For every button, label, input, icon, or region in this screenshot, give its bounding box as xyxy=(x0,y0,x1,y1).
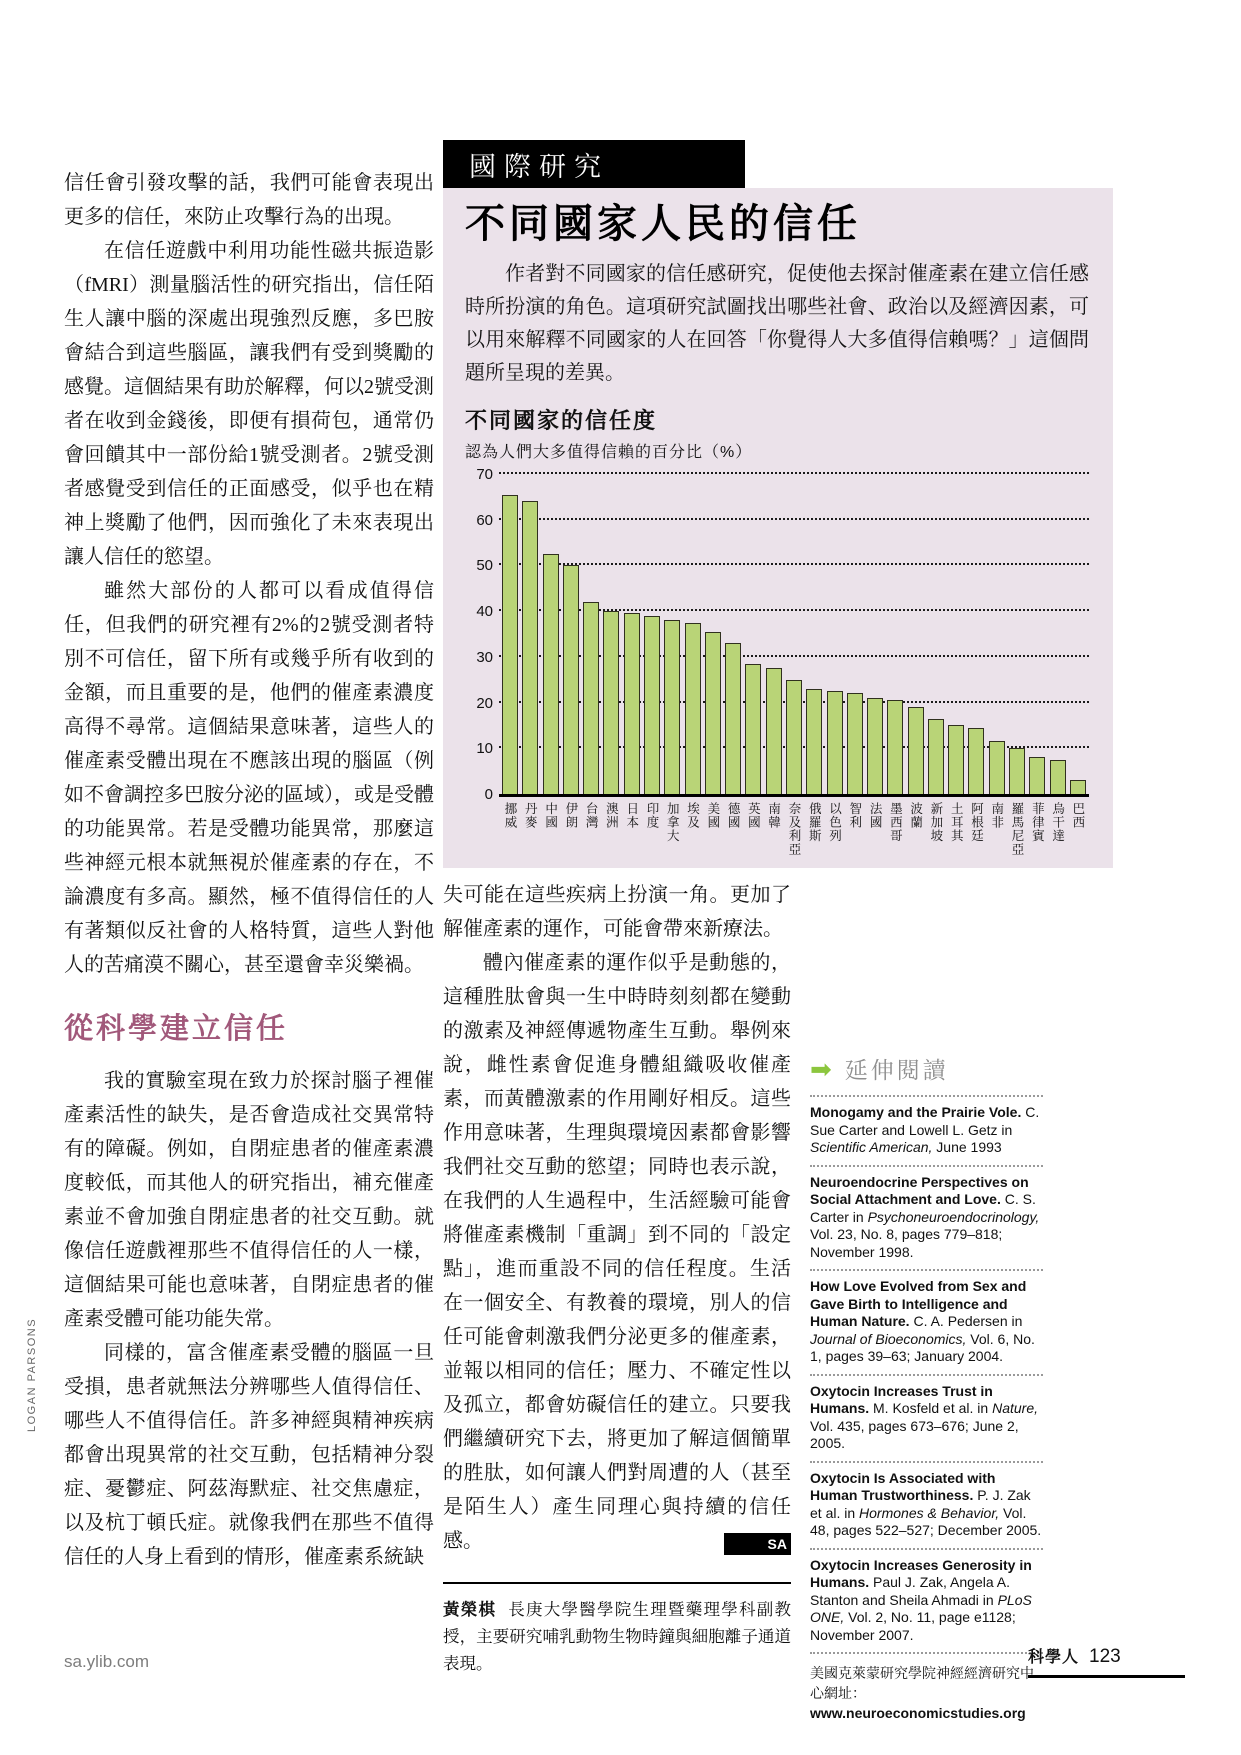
reference-journal: Journal of Bioeconomics, xyxy=(810,1330,967,1347)
x-tick-label: 日本 xyxy=(624,802,639,829)
chart-y-axis xyxy=(465,466,499,803)
x-tick-slot xyxy=(989,802,1005,882)
chart-bar xyxy=(522,501,538,794)
paragraph-text: 體內催產素的運作似乎是動態的，這種胜肽會與一生中時時刻刻都在變動的激素及神經傳遞物產生互動。舉例來說，雌性素會促進身體組織吸收催產素，而黃體激素的作用剛好相反。這些作用意味著，生理與環境因素都會影響我們社交互動的慾望；同時也表示說，在我們的人生過程中，生活經驗可能會將催產素機制「重調」到不同的「設定點」，進而重設不同的信任程度。生活在一個安全、有教養的環境，別人的信任可能會刺激我們分泌更多的催產素，並報以相同的信任；壓力、不確定性以及孤立，都會妨礙信任的建立。只要我們繼續研究下去，將更加了解這個簡單的胜肽，如何讓人們對周遭的人（甚至是陌生人）產生同理心與持續的信任感。 xyxy=(443,952,791,1552)
chart-plot xyxy=(499,474,1089,797)
body-paragraph: 在信任遊戲中利用功能性磁共振造影（fMRI）測量腦活性的研究指出，信任陌生人讓中腦的深處出現強烈反應，多巴胺會結合到這些腦區，讓我們有受到獎勵的感覺。這個結果有助於解釋，何以2號受測者在收到金錢後，即便有損荷包，通常仍會回饋其中一部份給1號受測者。2號受測者感覺受到信任的正面感受，似乎也在精神上獎勵了他們，因而強化了未來表現出讓人信任的慾望。 xyxy=(64,240,434,568)
chart-bar xyxy=(766,668,782,794)
bar-chart xyxy=(465,466,1089,882)
x-tick-label: 加拿大 xyxy=(665,802,680,843)
chart-bar xyxy=(624,613,640,794)
author-bio xyxy=(443,1596,791,1677)
reference-item xyxy=(810,1550,1043,1655)
reference-journal: Hormones & Behavior, xyxy=(859,1504,1000,1521)
x-tick-label: 丹麥 xyxy=(523,802,538,829)
reference-authors: C. A. Pedersen in xyxy=(913,1313,1023,1329)
x-tick-slot xyxy=(1070,802,1086,882)
chart-bar xyxy=(887,700,903,794)
reference-title: How Love Evolved from Sex and Gave Birth to Intelligence and Human Nature. xyxy=(810,1278,1027,1329)
website-url: www.neuroeconomicstudies.org xyxy=(810,1705,1026,1721)
reference-details: Vol. 2, No. 11, page e1128; November 2007. xyxy=(810,1609,1016,1643)
y-tick-label: 40 xyxy=(476,603,493,621)
end-of-article-mark: SA xyxy=(724,1533,791,1555)
x-tick-slot xyxy=(948,802,964,882)
reference-item xyxy=(810,1097,1043,1167)
x-tick-label: 奈及利亞 xyxy=(786,802,801,856)
chart-bar xyxy=(502,495,518,794)
arrow-icon: ➡ xyxy=(810,1053,835,1084)
x-tick-slot xyxy=(745,802,761,882)
footer-website: sa.ylib.com xyxy=(64,1652,150,1671)
reference-title: Oxytocin Increases Trust in Humans. xyxy=(810,1382,993,1416)
x-tick-label: 巴西 xyxy=(1070,802,1085,829)
body-paragraph: 雖然大部份的人都可以看成值得信任，但我們的研究裡有2%的2號受測者特別不可信任，留下所有或幾乎所有收到的金額，而且重要的是，他們的催產素濃度高得不尋常。這個結果意味著，這些人的催產素受體出現在不應該出現的腦區（例如不會調控多巴胺分泌的區域），或是受體的功能異常。若是受體功能異常，那麼這些神經元根本就無視於催產素的存在，不論濃度有多高。顯然，極不值得信任的人有著類似反社會的人格特質，這些人對他人的苦痛漠不關心，甚至還會幸災樂禍。 xyxy=(64,580,434,976)
y-tick-label: 10 xyxy=(476,740,493,758)
x-tick-label: 台灣 xyxy=(584,802,599,829)
section-heading: 從科學建立信任 xyxy=(64,1013,289,1045)
chart-bar xyxy=(1029,757,1045,794)
body-paragraph: 失可能在這些疾病上扮演一角。更加了解催產素的運作，可能會帶來新療法。 xyxy=(443,884,791,940)
reference-title: Neuroendocrine Perspectives on Social Attachment and Love. xyxy=(810,1173,1029,1207)
chart-title: 不同國家的信任度 xyxy=(465,408,658,433)
x-tick-label: 挪威 xyxy=(503,802,517,829)
reference-list xyxy=(810,1097,1043,1654)
chart-bar xyxy=(968,728,984,794)
chart-bar xyxy=(644,616,660,794)
x-tick-label: 南非 xyxy=(989,802,1004,829)
y-tick-label: 60 xyxy=(476,511,493,529)
x-tick-slot xyxy=(887,802,903,882)
x-tick-label: 美國 xyxy=(705,802,720,829)
x-tick-slot xyxy=(847,802,863,882)
x-tick-slot xyxy=(664,802,680,882)
feature-intro: 作者對不同國家的信任感研究，促使他去探討催產素在建立信任感時所扮演的角色。這項研究試圖找出哪些社會、政治以及經濟因素，可以用來解釋不同國家的人在回答「你覺得人大多值得信賴嗎？」這個問題所呈現的差異。 xyxy=(465,263,1089,384)
reference-authors: C. Sue Carter and Lowell L. Getz in xyxy=(810,1104,1040,1138)
website-note xyxy=(810,1654,1043,1723)
y-tick-label: 50 xyxy=(476,557,493,575)
chart-bar xyxy=(908,707,924,794)
x-tick-slot xyxy=(624,802,640,882)
chart-bar xyxy=(563,565,579,794)
x-tick-slot xyxy=(502,802,518,882)
x-tick-label: 土耳其 xyxy=(949,802,964,843)
chart-bar xyxy=(603,611,619,794)
x-tick-slot xyxy=(725,802,741,882)
x-tick-label: 新加坡 xyxy=(928,802,943,843)
reference-title: Monogamy and the Prairie Vole. xyxy=(810,1104,1026,1120)
chart-bar xyxy=(928,719,944,794)
x-tick-slot xyxy=(928,802,944,882)
chart-bar xyxy=(705,632,721,794)
magazine-name: 科學人 xyxy=(1028,1649,1080,1666)
x-tick-label: 以色列 xyxy=(827,802,842,843)
chart-y-axis-label: 認為人們大多值得信賴的百分比（%） xyxy=(465,444,753,461)
x-tick-label: 智利 xyxy=(847,802,862,829)
x-tick-slot xyxy=(1050,802,1066,882)
y-tick-label: 70 xyxy=(476,466,493,483)
chart-bar xyxy=(827,691,843,794)
x-tick-label: 澳洲 xyxy=(604,802,619,829)
x-tick-label: 菲律賓 xyxy=(1030,802,1045,843)
x-tick-slot xyxy=(806,802,822,882)
x-tick-slot xyxy=(543,802,559,882)
x-tick-slot xyxy=(908,802,924,882)
x-tick-label: 埃及 xyxy=(685,802,700,829)
chart-bar xyxy=(685,623,701,794)
x-tick-slot xyxy=(685,802,701,882)
x-tick-label: 印度 xyxy=(644,802,659,829)
body-paragraph: 信任會引發攻擊的話，我們可能會表現出更多的信任，來防止攻擊行為的出現。 xyxy=(64,172,434,228)
y-tick-label: 30 xyxy=(476,648,493,666)
chart-bar xyxy=(806,689,822,794)
x-tick-slot xyxy=(563,802,579,882)
chart-x-labels xyxy=(499,797,1089,882)
x-tick-label: 南韓 xyxy=(766,802,781,829)
chart-bar xyxy=(725,643,741,794)
chart-bar xyxy=(1070,780,1086,794)
reference-item xyxy=(810,1271,1043,1376)
x-tick-slot xyxy=(1029,802,1045,882)
x-tick-slot xyxy=(644,802,660,882)
chart-bar xyxy=(745,664,761,794)
reference-journal: Scientific American, xyxy=(810,1139,933,1155)
x-tick-slot xyxy=(968,802,984,882)
x-tick-slot xyxy=(1009,802,1025,882)
x-tick-label: 波蘭 xyxy=(908,802,923,829)
x-tick-label: 阿根廷 xyxy=(969,802,984,843)
chart-bar xyxy=(664,620,680,794)
x-tick-label: 俄羅斯 xyxy=(807,802,822,843)
further-reading-title: 延伸閱讀 xyxy=(844,1057,949,1083)
reference-details: Vol. 6, No. 1, pages 39–63; January 2004. xyxy=(810,1330,1035,1364)
chart-bar xyxy=(867,698,883,794)
author-bio-text: 長庚大學醫學院生理暨藥理學科副教授，主要研究哺乳動物生物時鐘與細胞離子通道表現。 xyxy=(443,1600,791,1673)
category-tab xyxy=(443,140,745,188)
chart-bar xyxy=(1009,748,1025,794)
x-tick-slot xyxy=(786,802,802,882)
x-tick-label: 墨西哥 xyxy=(888,802,903,843)
x-tick-slot xyxy=(827,802,843,882)
x-tick-label: 德國 xyxy=(726,802,741,829)
x-tick-slot xyxy=(603,802,619,882)
reference-authors: C. S. Carter in xyxy=(810,1191,1036,1225)
chart-bars xyxy=(502,474,1086,794)
author-name: 黃榮棋 xyxy=(443,1600,497,1619)
reference-journal: Psychoneuroendocrinology, xyxy=(867,1208,1040,1225)
x-tick-label: 中國 xyxy=(543,802,558,829)
reference-item xyxy=(810,1376,1043,1463)
photo-credit: LOGAN PARSONS xyxy=(26,1317,38,1432)
left-column xyxy=(64,166,434,1574)
body-paragraph: 我的實驗室現在致力於探討腦子裡催產素活性的缺失，是否會造成社交異常特有的障礙。例如，自閉症患者的催產素濃度較低，而其他人的研究指出，補充催產素並不會加強自閉症患者的社交互動。就像信任遊戲裡那些不值得信任的人一樣，這個結果可能也意味著，自閉症患者的催產素受體可能功能失常。 xyxy=(64,1070,434,1330)
x-tick-label: 烏干達 xyxy=(1050,802,1065,843)
chart-bar xyxy=(989,741,1005,794)
x-tick-label: 英國 xyxy=(746,802,761,829)
feature-box xyxy=(443,188,1113,868)
reference-item xyxy=(810,1463,1043,1550)
reference-title: Oxytocin Is Associated with Human Trustworthiness. xyxy=(810,1469,996,1503)
reference-details: Vol. 48, pages 522–527; December 2005. xyxy=(810,1504,1042,1538)
reference-details: June 1993 xyxy=(932,1139,1002,1155)
x-tick-label: 羅馬尼亞 xyxy=(1010,802,1025,856)
x-tick-label: 伊朗 xyxy=(563,802,578,829)
reference-authors: P. J. Zak et al. in xyxy=(810,1487,1031,1521)
reference-details: Vol. 23, No. 8, pages 779–818; November 1998. xyxy=(810,1226,1003,1260)
reference-item xyxy=(810,1167,1043,1272)
website-note-text: 美國克萊蒙研究學院神經經濟研究中心網址： xyxy=(810,1665,1034,1701)
chart-plot-column xyxy=(499,474,1089,882)
further-reading-header xyxy=(810,1052,1043,1097)
y-tick-label: 20 xyxy=(476,694,493,712)
author-divider xyxy=(443,1582,791,1584)
reference-authors: Paul J. Zak, Angela A. Stanton and Sheila Ahmadi in xyxy=(810,1574,1010,1608)
chart-bar xyxy=(786,680,802,794)
reference-details: Vol. 435, pages 673–676; June 2, 2005. xyxy=(810,1417,1019,1451)
body-paragraph: 同樣的，富含催產素受體的腦區一旦受損，患者就無法分辨哪些人值得信任、哪些人不值得信任。許多神經與精神疾病都會出現異常的社交互動，包括精神分裂症、憂鬱症、阿茲海默症、社交焦慮症，以及杭丁頓氏症。就像我們在那些不值得信任的人身上看到的情形，催產素系統缺 xyxy=(64,1342,434,1568)
reference-journal: Nature, xyxy=(992,1400,1038,1416)
page-number: 123 xyxy=(1089,1646,1121,1667)
reference-title: Oxytocin Increases Generosity in Humans. xyxy=(810,1556,1032,1590)
category-tab-label: 國際研究 xyxy=(469,151,609,182)
body-paragraph xyxy=(443,946,791,1558)
x-tick-slot xyxy=(583,802,599,882)
chart-bar xyxy=(948,725,964,794)
x-tick-slot xyxy=(867,802,883,882)
further-reading-sidebar xyxy=(810,1052,1043,1723)
x-tick-slot xyxy=(522,802,538,882)
y-tick-label: 0 xyxy=(484,786,493,803)
x-tick-slot xyxy=(766,802,782,882)
chart-bar xyxy=(583,602,599,794)
chart-bar xyxy=(543,554,559,794)
chart-bar xyxy=(847,693,863,794)
reference-authors: M. Kosfeld et al. in xyxy=(873,1400,993,1416)
x-tick-slot xyxy=(705,802,721,882)
x-tick-label: 法國 xyxy=(868,802,883,829)
feature-title: 不同國家人民的信任 xyxy=(465,202,861,246)
middle-column xyxy=(443,878,791,1677)
chart-bar xyxy=(1050,760,1066,794)
page-number-block xyxy=(1028,1644,1185,1678)
reference-journal: PLoS ONE, xyxy=(810,1591,1032,1625)
